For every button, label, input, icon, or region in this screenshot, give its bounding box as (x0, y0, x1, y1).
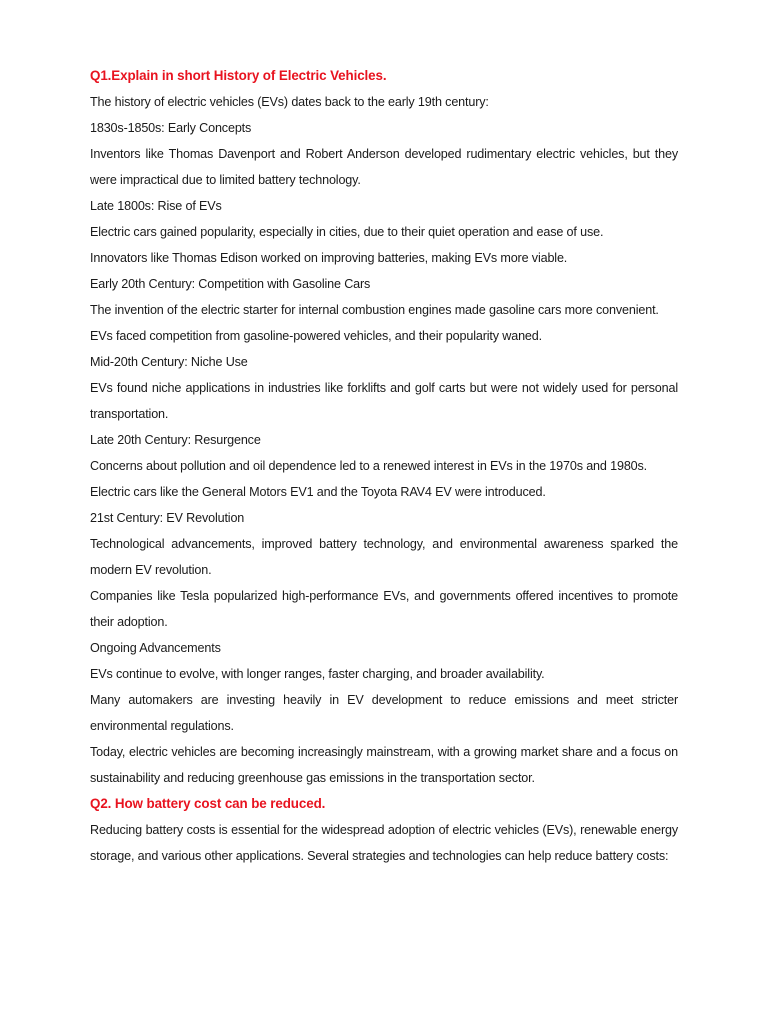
paragraph: Today, electric vehicles are becoming increasingly mainstream, with a growing market share and a focus on sustainability and reducing greenhouse gas emissions in the transportation sector. (90, 745, 678, 785)
paragraph: Electric cars like the General Motors EV1 and the Toyota RAV4 EV were introduced. (90, 485, 546, 499)
paragraph: The history of electric vehicles (EVs) dates back to the early 19th century: (90, 95, 489, 109)
section-heading: 1830s-1850s: Early Concepts (90, 121, 252, 135)
paragraph: Electric cars gained popularity, especially in cities, due to their quiet operation and ease of use. (90, 225, 604, 239)
paragraph: Technological advancements, improved battery technology, and environmental awareness sparked the modern EV revolution. (90, 537, 678, 577)
section-heading: Mid-20th Century: Niche Use (90, 355, 248, 369)
paragraph: Reducing battery costs is essential for the widespread adoption of electric vehicles (EVs), renewable energy storage, and various other applications. Several strategies and technologies can help reduce battery costs: (90, 823, 678, 863)
section-heading: 21st Century: EV Revolution (90, 511, 245, 525)
paragraph: EVs found niche applications in industries like forklifts and golf carts but were not widely used for personal transportation. (90, 381, 678, 421)
question-2-heading: Q2. How battery cost can be reduced. (90, 796, 326, 811)
paragraph: Inventors like Thomas Davenport and Robert Anderson developed rudimentary electric vehicles, but they were impractical due to limited battery technology. (90, 147, 678, 187)
document-page (90, 63, 678, 869)
paragraph: Many automakers are investing heavily in EV development to reduce emissions and meet stricter environmental regulations. (90, 693, 678, 733)
section-heading: Late 20th Century: Resurgence (90, 433, 261, 447)
section-heading: Late 1800s: Rise of EVs (90, 199, 222, 213)
paragraph: EVs continue to evolve, with longer ranges, faster charging, and broader availability. (90, 667, 545, 681)
section-heading: Early 20th Century: Competition with Gasoline Cars (90, 277, 371, 291)
paragraph: The invention of the electric starter for internal combustion engines made gasoline cars more convenient. (90, 303, 659, 317)
question-1-heading: Q1.Explain in short History of Electric Vehicles. (90, 68, 387, 83)
paragraph: Companies like Tesla popularized high-performance EVs, and governments offered incentives to promote their adoption. (90, 589, 678, 629)
paragraph: EVs faced competition from gasoline-powered vehicles, and their popularity waned. (90, 329, 542, 343)
section-heading: Ongoing Advancements (90, 641, 221, 655)
paragraph: Innovators like Thomas Edison worked on improving batteries, making EVs more viable. (90, 251, 568, 265)
paragraph: Concerns about pollution and oil dependence led to a renewed interest in EVs in the 1970s and 1980s. (90, 459, 648, 473)
